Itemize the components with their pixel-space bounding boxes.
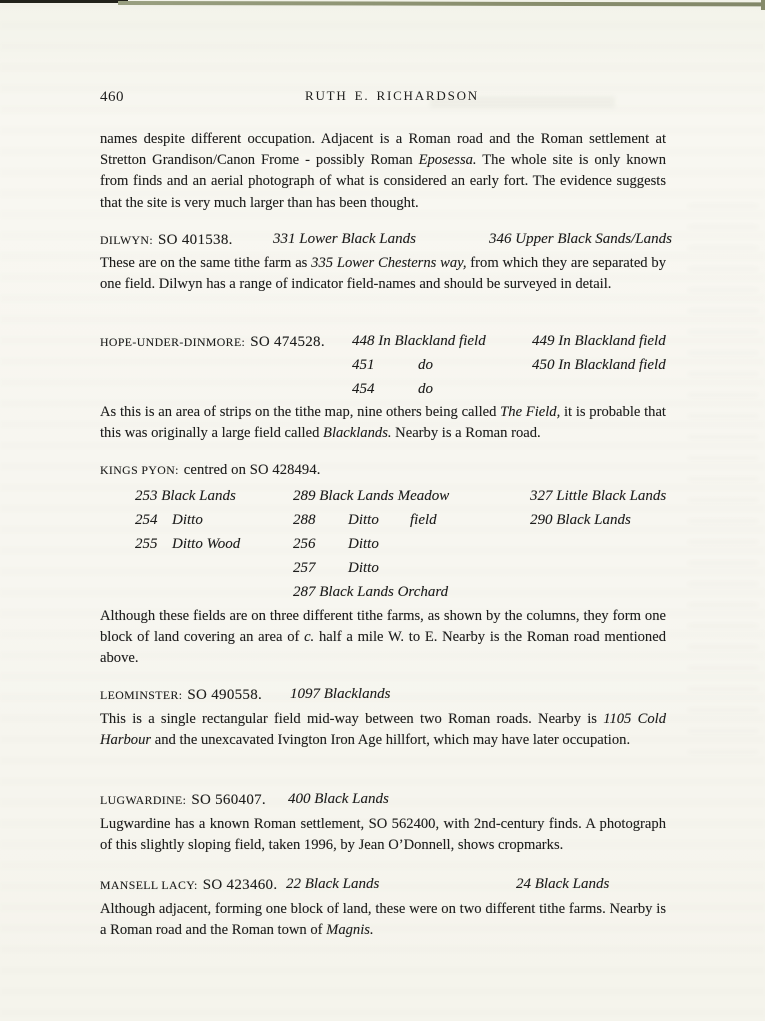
scan-edge-dark [0,0,128,3]
grid-reference: SO 490558. [187,687,263,703]
entry-mansell-lacy [100,874,666,896]
ditto-mark: Ditto Wood [172,536,241,552]
field-entry: 287 Black Lands Orchard [293,584,449,600]
scan-edge-corner [761,0,765,10]
entry-hope-under-dinmore [100,331,666,353]
text-run-italic: Eposessa. [418,152,477,169]
text-run: and the unexcavated Ivington Iron Age hillfort, which may have later occupation. [151,732,631,749]
kings-pyon-table-row [100,558,666,580]
entry-hope-row-3 [100,379,666,401]
paragraph-dilwyn [100,253,666,295]
parish-name: LEOMINSTER: [100,688,183,702]
parish-name: DILWYN: [100,233,154,247]
entry-dilwyn [100,229,672,251]
ditto-mark: Ditto [348,536,379,552]
field-entry: 289 Black Lands Meadow [293,488,450,504]
field-entry: 22 Black Lands [286,876,380,892]
entry-lugwardine [100,789,666,811]
paragraph-lugwardine [100,814,666,856]
paragraph-kings-pyon [100,606,666,670]
ditto-mark: Ditto [172,512,203,528]
field-number: 254 [135,512,158,528]
field-number: 256 [293,536,316,552]
text-run: Although these fields are on three different tithe farms, as shown by the columns, they form one block of land covering an area of [100,608,666,646]
text-run: names despite different occupation. Adjacent is a Roman road and the Roman settlement at Stretton Grandison/Canon Frome - possibly Roman [100,131,666,169]
text-run-italic: Blacklands. [323,425,392,442]
field-entry: 290 Black Lands [530,512,631,528]
paragraph-leominster [100,709,666,751]
text-run-italic: 335 Lower Chesterns way, [311,255,467,271]
text-run: from which they are separated by one field. Dilwyn has a range of indicator field-names and should be surveyed in detail. [100,255,666,293]
ditto-mark: do [418,381,433,397]
text-run-italic: The Field, [500,404,561,420]
field-entry: 449 In Blackland field [532,333,666,349]
grid-reference: SO 401538. [158,232,233,248]
text-run: The whole site is only known from finds and an aerial photograph of what is considered an early fort. The evidence suggests that the site is very much larger than has been thought. [100,152,666,211]
kings-pyon-table-row [100,510,666,532]
parish-name: KINGS PYON: [100,463,179,477]
field-number: 257 [293,560,316,576]
parish-name: LUGWARDINE: [100,793,187,807]
field-entry: 253 Black Lands [135,488,236,504]
field-number: 454 [352,381,375,397]
page-header [100,88,666,110]
field-number: 451 [352,357,375,373]
running-title: RUTH E. RICHARDSON [305,88,479,103]
ditto-mark: Ditto [348,512,379,528]
parish-name: HOPE-UNDER-DINMORE: [100,335,246,349]
kings-pyon-table-row [100,486,666,508]
field-entry: 24 Black Lands [516,876,610,892]
field-entry: 331 Lower Black Lands [273,231,416,247]
entry-leominster [100,684,666,706]
field-entry: 1097 Blacklands [290,686,391,702]
bleed-through-artifact [688,205,758,765]
page-number: 460 [100,89,124,105]
field-entry: 327 Little Black Lands [530,488,667,504]
field-number: 255 [135,536,158,552]
field-entry: 400 Black Lands [288,791,389,807]
field-number: 288 [293,512,316,528]
ditto-mark: Ditto [348,560,379,576]
grid-reference: centred on SO 428494. [183,462,321,478]
text-run-italic: c. [304,629,315,646]
entry-hope-row-2 [100,355,666,377]
text-run-italic: 1105 Cold Harbour [100,711,666,749]
grid-reference: SO 560407. [191,792,266,808]
entry-kings-pyon [100,459,666,481]
field-entry: 448 In Blackland field [352,333,486,349]
field-entry: 450 In Blackland field [532,357,666,373]
field-entry: 346 Upper Black Sands/Lands [489,231,672,247]
field-entry: field [410,512,437,528]
parish-name: MANSELL LACY: [100,878,198,892]
text-run: These are on the same tithe farm as [100,255,312,271]
kings-pyon-table-row [100,534,666,556]
grid-reference: SO 474528. [250,334,325,350]
text-run: This is a single rectangular field mid-way between two Roman roads. Nearby is [100,711,604,727]
text-run: it is probable that this was originally a large field called [100,404,666,442]
grid-reference: SO 423460. [202,877,278,893]
text-run: As this is an area of strips on the tithe map, nine others being called [100,404,501,420]
kings-pyon-table-row [100,582,666,604]
ditto-mark: do [418,357,433,373]
text-run: half a mile W. to E. Nearby is the Roman road mentioned above. [100,629,666,667]
text-run: Lugwardine has a known Roman settlement, SO 562400, with 2nd-century finds. A photograph of this slightly sloping field, taken 1996, by Jean O’Donnell, shows cropmarks. [100,816,666,854]
paragraph-mansell-lacy [100,899,666,941]
paragraph-hope [100,402,666,444]
text-run: Nearby is a Roman road. [391,425,541,442]
paragraph-intro [100,129,666,214]
text-run-italic: Magnis. [326,922,374,939]
scan-edge-olive [118,1,765,6]
text-run: Although adjacent, forming one block of land, these were on two different tithe farms. Nearby is a Roman road and the Roman town of [100,901,666,939]
